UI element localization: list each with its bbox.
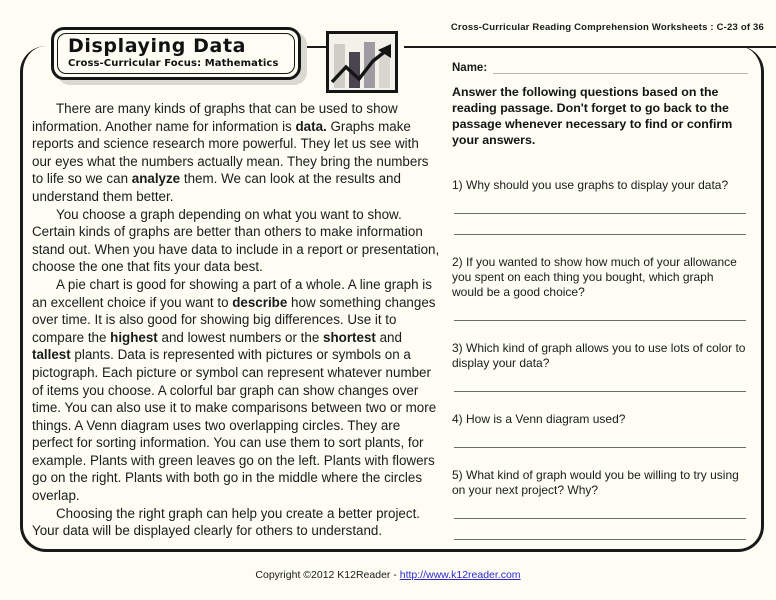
question-text: 4) How is a Venn diagram used? bbox=[452, 412, 626, 426]
passage-run: how something changes over time. It is also good for showing big differences. Use it to compare the bbox=[32, 294, 436, 345]
name-input-line[interactable] bbox=[493, 63, 748, 74]
worksheet-subtitle: Cross-Curricular Focus: Mathematics bbox=[68, 57, 279, 69]
question-item bbox=[452, 178, 748, 255]
question-spacer bbox=[452, 321, 748, 341]
reading-passage bbox=[32, 100, 440, 540]
copyright-text: Copyright ©2012 K12Reader - bbox=[255, 569, 400, 581]
question-spacer bbox=[452, 448, 748, 468]
answer-line[interactable] bbox=[454, 518, 746, 519]
questions-list bbox=[452, 178, 748, 560]
passage-run: Graphs make reports and science research more powerful. They let us see with our eyes what the numbers actually mean. They bring the numbers to life so we can bbox=[32, 118, 429, 187]
passage-paragraph bbox=[32, 505, 440, 540]
question-item bbox=[452, 341, 748, 412]
passage-paragraph bbox=[32, 100, 440, 206]
question-text: 5) What kind of graph would you be willing to try using on your next project? Why? bbox=[452, 468, 739, 497]
name-field-row[interactable] bbox=[452, 62, 748, 74]
passage-run: You choose a graph depending on what you want to show. Certain kinds of graphs are better than others to make information stand out. When you have data to include in a report or presentation, choose the one that fits your data best. bbox=[32, 206, 440, 275]
question-item bbox=[452, 255, 748, 341]
passage-paragraph bbox=[32, 276, 440, 505]
name-label: Name: bbox=[452, 62, 488, 74]
passage-run: Choosing the right graph can help you create a better project. Your data will be displayed clearly for others to understand. bbox=[32, 505, 421, 539]
passage-bold-term: analyze bbox=[131, 171, 181, 187]
question-spacer bbox=[452, 235, 748, 255]
footer bbox=[0, 569, 776, 581]
passage-bold-term: data. bbox=[295, 118, 327, 134]
answer-line[interactable] bbox=[454, 213, 746, 214]
passage-run: and bbox=[375, 329, 402, 345]
passage-run: plants. Data is represented with pictures or symbols on a pictograph. Each picture or symbol can represent whatever number of items you choose. A colorful bar graph can show changes over time. You can also use it to make comparisons between two or more things. A Venn diagram uses two overlapping circles. They are perfect for sorting information. You can use them to sort plants, for example. Plants with green leaves go on the left. Plants with flowers go on the right. Plants with both go in the middle where the circles overlap. bbox=[32, 347, 437, 504]
question-text: 1) Why should you use graphs to display your data? bbox=[452, 178, 729, 192]
passage-bold-term: describe bbox=[232, 294, 288, 310]
passage-bold-term: shortest bbox=[323, 329, 376, 345]
question-spacer bbox=[452, 392, 748, 412]
passage-run: and lowest numbers or the bbox=[157, 329, 324, 345]
worksheet-title: Displaying Data bbox=[68, 35, 247, 57]
question-item bbox=[452, 468, 748, 560]
questions-instructions: Answer the following questions based on the reading passage. Don't forget to go back to the passage whenever necessary to find or confirm your answers. bbox=[452, 85, 733, 147]
passage-bold-term: tallest bbox=[32, 347, 71, 363]
worksheet-series-header: Cross-Curricular Reading Comprehension Worksheets : C-23 of 36 bbox=[450, 22, 764, 33]
passage-run: There are many kinds of graphs that can be used to show information. Another name for information is bbox=[32, 101, 398, 134]
passage-paragraph bbox=[32, 206, 440, 276]
passage-run: them. We can look at the results and understand them better. bbox=[32, 171, 401, 204]
question-item bbox=[452, 412, 748, 468]
question-text: 2) If you wanted to show how much of your allowance you spent on each thing you bought, which graph would be a good choice? bbox=[452, 255, 737, 299]
question-spacer bbox=[452, 540, 748, 560]
passage-run: A pie chart is good for showing a part of a whole. A line graph is an excellent choice if you want to bbox=[32, 276, 432, 310]
question-text: 3) Which kind of graph allows you to use lots of color to display your data? bbox=[452, 341, 746, 370]
passage-bold-term: highest bbox=[110, 329, 158, 345]
k12reader-link[interactable]: http://www.k12reader.com bbox=[399, 569, 521, 581]
